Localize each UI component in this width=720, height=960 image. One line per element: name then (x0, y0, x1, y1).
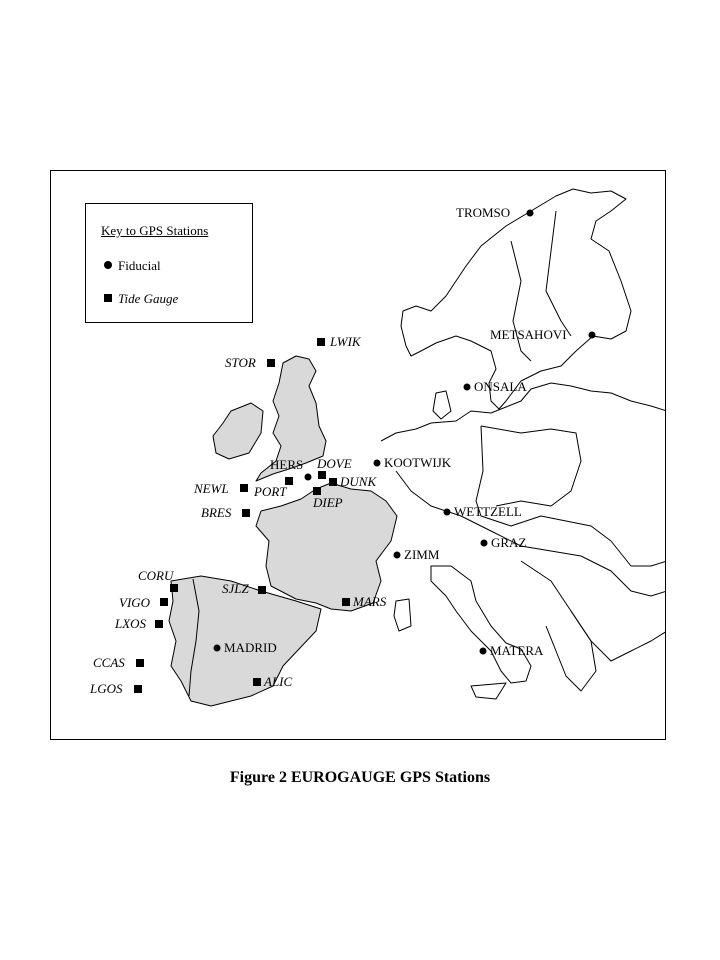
mars-marker (342, 598, 350, 606)
lxos-marker (155, 620, 163, 628)
stor-marker (267, 359, 275, 367)
denmark-outline (433, 391, 451, 419)
label-graz: GRAZ (491, 535, 527, 550)
legend-title: Key to GPS Stations (101, 223, 209, 238)
ireland (213, 403, 263, 459)
sjlz-marker (258, 586, 266, 594)
label-dove: DOVE (317, 456, 352, 471)
poland-border (481, 426, 581, 506)
label-lwik: LWIK (330, 334, 361, 349)
finland-border (546, 211, 571, 336)
label-zimm: ZIMM (404, 547, 440, 562)
bres-marker (242, 509, 250, 517)
lgos-marker (134, 685, 142, 693)
label-coru: CORU (138, 568, 174, 583)
label-lxos: LXOS (115, 616, 147, 631)
sicily (471, 683, 506, 699)
graz-marker (481, 540, 488, 547)
coru-marker (170, 584, 178, 592)
label-newl: NEWL (194, 481, 229, 496)
scandinavia-outline (401, 189, 631, 409)
label-bres: BRES (201, 505, 232, 520)
label-lgos: LGOS (90, 681, 123, 696)
label-matera: MATERA (490, 643, 544, 658)
label-kootwijk: KOOTWIJK (384, 455, 452, 470)
sardinia (394, 599, 411, 631)
ccas-marker (136, 659, 144, 667)
tide-gauge-square-icon (104, 294, 112, 302)
wettzell-marker (444, 509, 451, 516)
label-wettzell: WETTZELL (454, 504, 522, 519)
label-hers: HERS (270, 457, 304, 472)
matera-marker (480, 648, 487, 655)
label-onsala: ONSALA (474, 379, 527, 394)
label-alic: ALIC (264, 674, 293, 689)
label-port: PORT (254, 484, 287, 499)
map-frame (50, 170, 666, 740)
label-vigo: VIGO (119, 595, 151, 610)
lwik-marker (317, 338, 325, 346)
diep-marker (313, 487, 321, 495)
legend-box (85, 203, 253, 323)
onsala-marker (464, 384, 471, 391)
legend-tide-gauge-label: Tide Gauge (118, 291, 179, 306)
hers-marker (305, 474, 312, 481)
metsahovi-marker (589, 332, 596, 339)
label-ccas: CCAS (93, 655, 125, 670)
legend-fiducial-label: Fiducial (118, 258, 161, 273)
legend-tide-gauge (118, 291, 178, 307)
figure-caption: Figure 2 EUROGAUGE GPS Stations (229, 769, 491, 786)
central-borders (396, 471, 666, 596)
greece-outline (546, 611, 596, 691)
italy-outline (431, 566, 531, 683)
tromso-marker (527, 210, 534, 217)
dunk-marker (329, 478, 337, 486)
label-stor: STOR (225, 355, 256, 370)
legend-fiducial (118, 258, 161, 274)
label-dunk: DUNK (340, 474, 377, 489)
zimm-marker (394, 552, 401, 559)
sweden-finland-border (511, 241, 531, 361)
label-mars: MARS (353, 594, 387, 609)
dove-marker (318, 471, 326, 479)
kootwijk-marker (374, 460, 381, 467)
label-madrid: MADRID (224, 640, 277, 655)
alic-marker (253, 678, 261, 686)
madrid-marker (214, 645, 221, 652)
newl-marker (240, 484, 248, 492)
fiducial-dot-icon (104, 261, 112, 269)
label-sjlz: SJLZ (222, 581, 249, 596)
label-tromso: TROMSO (456, 205, 511, 220)
vigo-marker (160, 598, 168, 606)
label-diep: DIEP (313, 495, 343, 510)
label-metsahovi: METSAHOVI (490, 327, 567, 342)
